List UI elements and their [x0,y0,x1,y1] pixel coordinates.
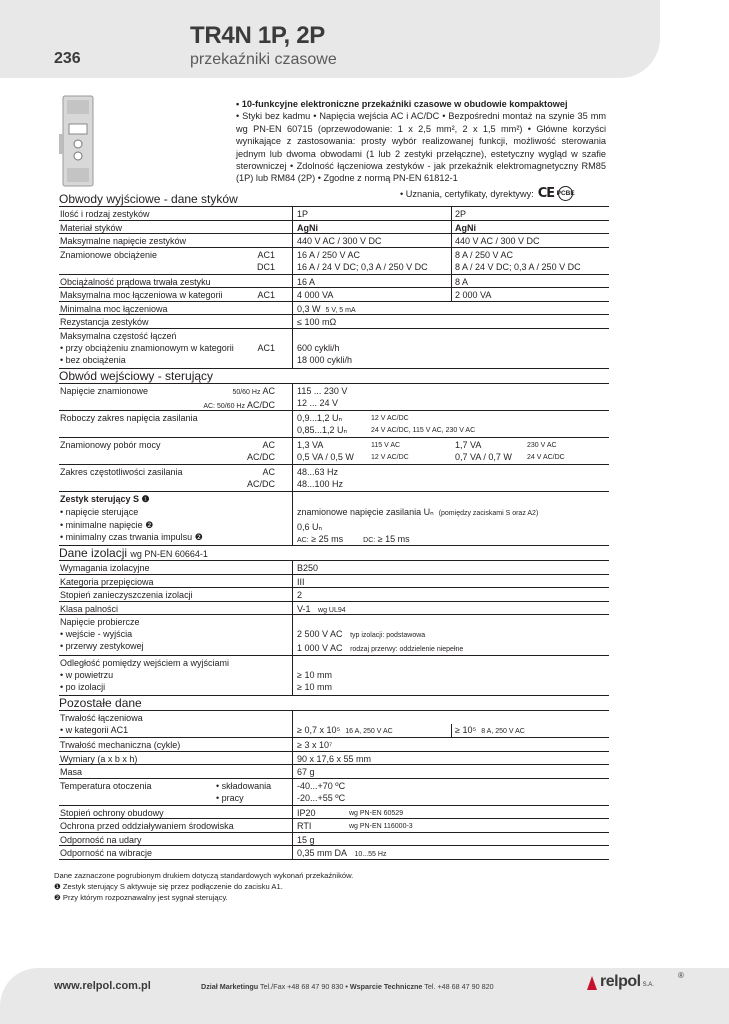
value: III [297,576,305,587]
row-label: Wymagania izolacyjne [60,563,150,573]
tag-acdc: AC/DC [246,452,275,463]
relpol-logo [586,971,684,991]
value-note: wg PN-EN 60529 [349,809,404,817]
value-2p: AgNi [455,222,476,233]
value-main: 0,35 mm DA [297,848,348,858]
value-dc: 16 A / 24 V DC; 0,3 A / 250 V DC [297,261,428,272]
table-row [59,384,609,411]
value-1p [297,439,354,463]
value-main: 0,3 W [297,303,321,314]
table-row [59,819,609,833]
value: 67 g [297,767,315,777]
row-label-sub: • bez obciążenia [60,354,126,365]
value-2p [455,712,525,738]
value-ac: 115 ... 230 V [297,386,348,396]
tag-storage: • składowania [216,780,272,791]
row-label: Rezystancja zestyków [60,317,149,327]
value-operation: -20...+55 ºC [297,792,346,803]
value [297,412,347,436]
marketing-phone: Tel./Fax +48 68 47 90 830 [260,982,344,991]
footnotes [54,870,353,903]
table-row [59,248,609,275]
tag-ac: AC [262,386,275,396]
value-note-1p [371,440,409,464]
value [297,493,538,548]
row-label: Ochrona przed oddziaływaniem środowiska [60,821,234,831]
intro-body: • Styki bez kadmu • Napięcia wejścia AC i AC/DC • Bezpośredni montaż na szynie 35 mm wg PN-EN 60715 (oprzewodowanie: 1 x 2,5 mm², 2 x 1,5 mm²) • Główne korzyści wynikające z zastosowania: prosty wybór realizowanej funkcji, możliwość sterowania jednym lub dwoma obwodami (1 lub 2 zestyki przełączne), estetyczny wygląd w szafie sterowniczej • Zdolność łączeniowa zestyków - jak przekaźnik elektromagnetyczny RM85 (1P) lub RM84 (2P) • Zgodne z normą PN-EN 61812-1 [236,111,606,184]
value [297,466,343,490]
page-subtitle: przekaźniki czasowe [190,51,337,68]
tag-ac: AC [262,467,275,477]
value-ac: 1,3 VA [297,440,324,450]
value-ac: 48...63 Hz [297,467,339,477]
value: ≥ 3 x 10⁷ [297,740,333,750]
table-row [59,711,609,738]
table-row [59,288,609,302]
website-link[interactable]: www.relpol.com.pl [54,980,151,992]
section-input-title: Obwód wejściowy - sterujący [59,369,609,384]
value-1p: 1P [297,209,309,219]
table-row [59,615,609,656]
value-main: 1 000 V AC [297,643,343,654]
row-label: Kategoria przepięciowa [60,576,154,587]
value-main: ≥ 10 mm [297,669,332,680]
tag-acdc: AC/DC [246,400,275,411]
value-main: 0,85...1,2 Uₙ [297,425,348,436]
row-tag: AC1 [257,290,275,300]
value-main: znamionowe napięcie zasilania Uₙ [297,506,434,517]
value-note: 115 V AC [371,442,401,449]
value-ac: 1,7 VA [455,440,482,450]
value-sub: 18 000 cykli/h [297,354,353,365]
value-2p: 2 000 VA [455,290,492,300]
row-label: Materiał styków [60,222,123,233]
row-label-sub: • po izolacji [60,681,106,692]
row-label-main: Zestyk sterujący S ❶ [60,494,150,504]
ce-mark-icon: CE [537,186,555,201]
row-label: Napięcie znamionowe [60,386,149,396]
value [297,780,345,804]
table-row [59,302,609,316]
row-label-main: Napięcie probiercze [60,617,140,627]
value-ac: 8 A / 250 V AC [455,249,514,260]
value-note: wg PN-EN 116000-3 [349,823,413,830]
value-acdc: 0,5 VA / 0,5 W [297,452,354,463]
row-label: Minimalna moc łączeniowa [60,303,168,314]
footnote-2: ❷ Przy którym rozpoznawalny jest sygnał sterujący. [54,893,228,902]
row-label-sub: • napięcie sterujące [60,506,139,517]
relay-product-image [57,94,99,190]
value-note: (pomiędzy zaciskami S oraz A2) [438,509,539,517]
row-label: Maksymalne napięcie zestyków [60,236,187,246]
value-1p: 440 V AC / 300 V DC [297,236,382,246]
value-note: wg UL94 [318,606,346,614]
tag-dc1: DC1 [256,261,275,272]
page-number: 236 [54,50,81,67]
row-label-sub: • w kategorii AC1 [60,725,129,736]
row-label: Stopień zanieczyszczenia izolacji [60,590,193,600]
table-row [59,492,609,546]
value-2p: 8 A [455,276,469,287]
table-row [59,656,609,697]
value [297,385,347,409]
value-ac: ≥ 25 ms [311,534,344,545]
row-tag [247,466,275,490]
value [297,616,463,656]
table-row [59,329,609,370]
value-dc: 8 A / 24 V DC; 0,3 A / 250 V DC [455,261,581,272]
row-label: Roboczy zakres napięcia zasilania [60,413,198,423]
value-main: ≥ 10⁵ [455,725,477,736]
table-row [59,575,609,589]
value-main: RTI [297,821,312,831]
table-row [59,315,609,329]
table-row [59,846,609,860]
table-row [59,738,609,752]
section-insulation-title [59,546,609,561]
value-acdc: 0,7 VA / 0,7 W [455,452,512,463]
row-label-sub: • przy obciążeniu znamionowym w kategorii [60,342,234,353]
row-label [60,330,234,366]
row-label: Ilość i rodzaj zestyków [60,209,150,219]
value-sub: 600 cykli/h [297,342,340,353]
row-label: Znamionowe obciążenie [60,249,158,260]
value-main: ≥ 10 mm [297,681,332,692]
value [297,847,386,861]
row-label-sub: • minimalne napięcie ❷ [60,519,154,530]
value-note-2p [527,440,565,464]
value-ac: 16 A / 250 V AC [297,249,361,260]
row-label: Odporność na wibracje [60,848,153,858]
value-1p: 16 A [297,276,316,287]
support-phone: Tel. +48 68 47 90 820 [424,982,494,991]
value-dc-label: DC: [363,537,376,545]
value-2p: 440 V AC / 300 V DC [455,236,540,246]
table-row [59,588,609,602]
value: 2 [297,590,303,600]
value: 15 g [297,834,315,845]
page-title: TR4N 1P, 2P [190,22,325,49]
value-main: 0,6 Uₙ [297,521,323,532]
registered-mark: ® [678,971,684,980]
table-row [59,438,609,465]
contact-info [201,982,494,991]
row-tag [203,385,275,413]
value-1p [297,712,393,738]
row-tag [247,439,275,463]
row-label: Maksymalna moc łączeniowa w kategorii [60,290,223,300]
value-note: 8 A, 250 V AC [481,728,525,736]
table-row [59,234,609,248]
value: ≤ 100 mΩ [297,317,337,327]
table-row [59,207,609,221]
value-ac-label: AC: [297,537,309,545]
value-main: V-1 [297,603,311,614]
value-note: 12 V AC/DC [371,454,409,462]
section-norm: wg PN-EN 60664-1 [130,549,208,559]
logo-text: relpol [600,973,641,990]
row-label-main: Maksymalna częstość łączeń [60,330,177,341]
intro-lead: • 10-funkcyjne elektroniczne przekaźniki czasowe w obudowie kompaktowej [236,99,568,109]
specification-table [59,192,609,860]
table-row [59,275,609,289]
row-label-sub: • w powietrzu [60,669,114,680]
tag-note: 50/60 Hz [232,389,261,396]
table-row [59,779,609,806]
value-2p [455,249,581,273]
value-note-1: 12 V AC/DC [371,415,409,422]
table-row [59,602,609,616]
value-storage: -40...+70 ºC [297,780,346,791]
value-note [371,413,475,437]
value-2p [455,439,512,463]
table-row [59,221,609,235]
value-1p: AgNi [297,222,318,233]
value-main: ≥ 0,7 x 10⁵ [297,725,341,736]
row-label-main: Odległość pomiędzy wejściem a wyjściami [60,657,230,668]
value-note: 16 A, 250 V AC [345,728,393,736]
value [297,330,352,366]
table-row [59,561,609,575]
table-row [59,411,609,438]
row-label [60,616,144,652]
row-label-sub: • wejście - wyjścia [60,629,133,640]
row-label [60,657,229,693]
footnote-bold: Dane zaznaczone pogrubionym drukiem dotyczą standardowych wykonań przekaźników. [54,871,354,880]
tag-operation: • pracy [216,792,244,803]
value-note: typ izolacji: podstawowa [350,632,426,640]
row-label: Wymiary (a x b x h) [60,753,138,764]
row-label: Zakres częstotliwości zasilania [60,467,183,477]
row-label: Obciążalność prądowa trwała zestyku [60,276,211,287]
value-main: IP20 [297,807,316,818]
section-other-title: Pozostałe dane [59,696,609,711]
table-row [59,752,609,766]
tag-acdc: AC/DC [246,479,275,490]
relpol-logo-icon [586,975,598,991]
support-label: Wsparcie Techniczne [349,982,423,991]
row-label: Klasa palności [60,603,119,614]
row-label-main: Trwałość łączeniowa [60,713,143,723]
row-label-sub: • minimalny czas trwania impulsu ❷ [60,532,203,543]
row-label [60,712,143,736]
section-output-title: Obwody wyjściowe - dane styków [59,192,609,207]
tag-ac1: AC1 [257,342,275,353]
value: 90 x 17,6 x 55 mm [297,753,372,764]
logo-sa: S.A. [642,982,654,988]
row-label-sub: • przerwy zestykowej [60,641,144,652]
tag-ac: AC [262,440,275,450]
tag-ac1: AC1 [257,249,275,260]
row-label: Masa [60,767,83,777]
row-tag [257,330,275,354]
row-label: Temperatura otoczenia [60,780,152,791]
certs-label: • Uznania, certyfikaty, dyrektywy: [400,188,534,199]
row-label: Znamionowy pobór mocy [60,440,161,450]
value-note-2: 24 V AC/DC, 115 V AC, 230 V AC [371,427,476,435]
row-label: Odporność na udary [60,834,142,845]
table-row [59,765,609,779]
value-main: 0,9...1,2 Uₙ [297,413,343,423]
separator: • [345,982,348,991]
row-label: Trwałość mechaniczna (cykle) [60,740,181,750]
value-acdc: 12 ... 24 V [297,398,339,409]
section-title-text: Dane izolacji [59,546,128,560]
row-label [60,493,203,544]
tag-note: AC: 50/60 Hz [203,403,245,411]
footnote-1: ❶ Zestyk sterujący S aktywuje się przez podłączenie do zacisku A1. [54,882,283,891]
table-row [59,833,609,847]
value-main: 2 500 V AC [297,629,343,640]
row-tag [257,249,275,273]
value-note: 5 V, 5 mA [325,306,356,314]
row-tag [216,780,271,804]
table-row [59,806,609,820]
value-note: rodzaj przerwy: oddzielenie niepełne [350,646,464,654]
value-1p [297,249,428,273]
product-description [236,98,606,185]
row-label: Stopień ochrony obudowy [60,807,164,818]
marketing-label: Dział Marketingu [201,982,259,991]
value-note: 10...55 Hz [354,851,387,858]
value-note: 230 V AC [527,442,557,449]
value-acdc: 48...100 Hz [297,479,344,490]
pcbe-mark-icon: PCBE [558,186,573,201]
value: B250 [297,563,319,573]
value-1p: 4 000 VA [297,290,334,300]
table-row [59,465,609,492]
value-dc: ≥ 15 ms [377,534,410,545]
value-note: 24 V AC/DC [527,454,565,462]
value [297,657,332,693]
value-2p: 2P [455,209,467,219]
